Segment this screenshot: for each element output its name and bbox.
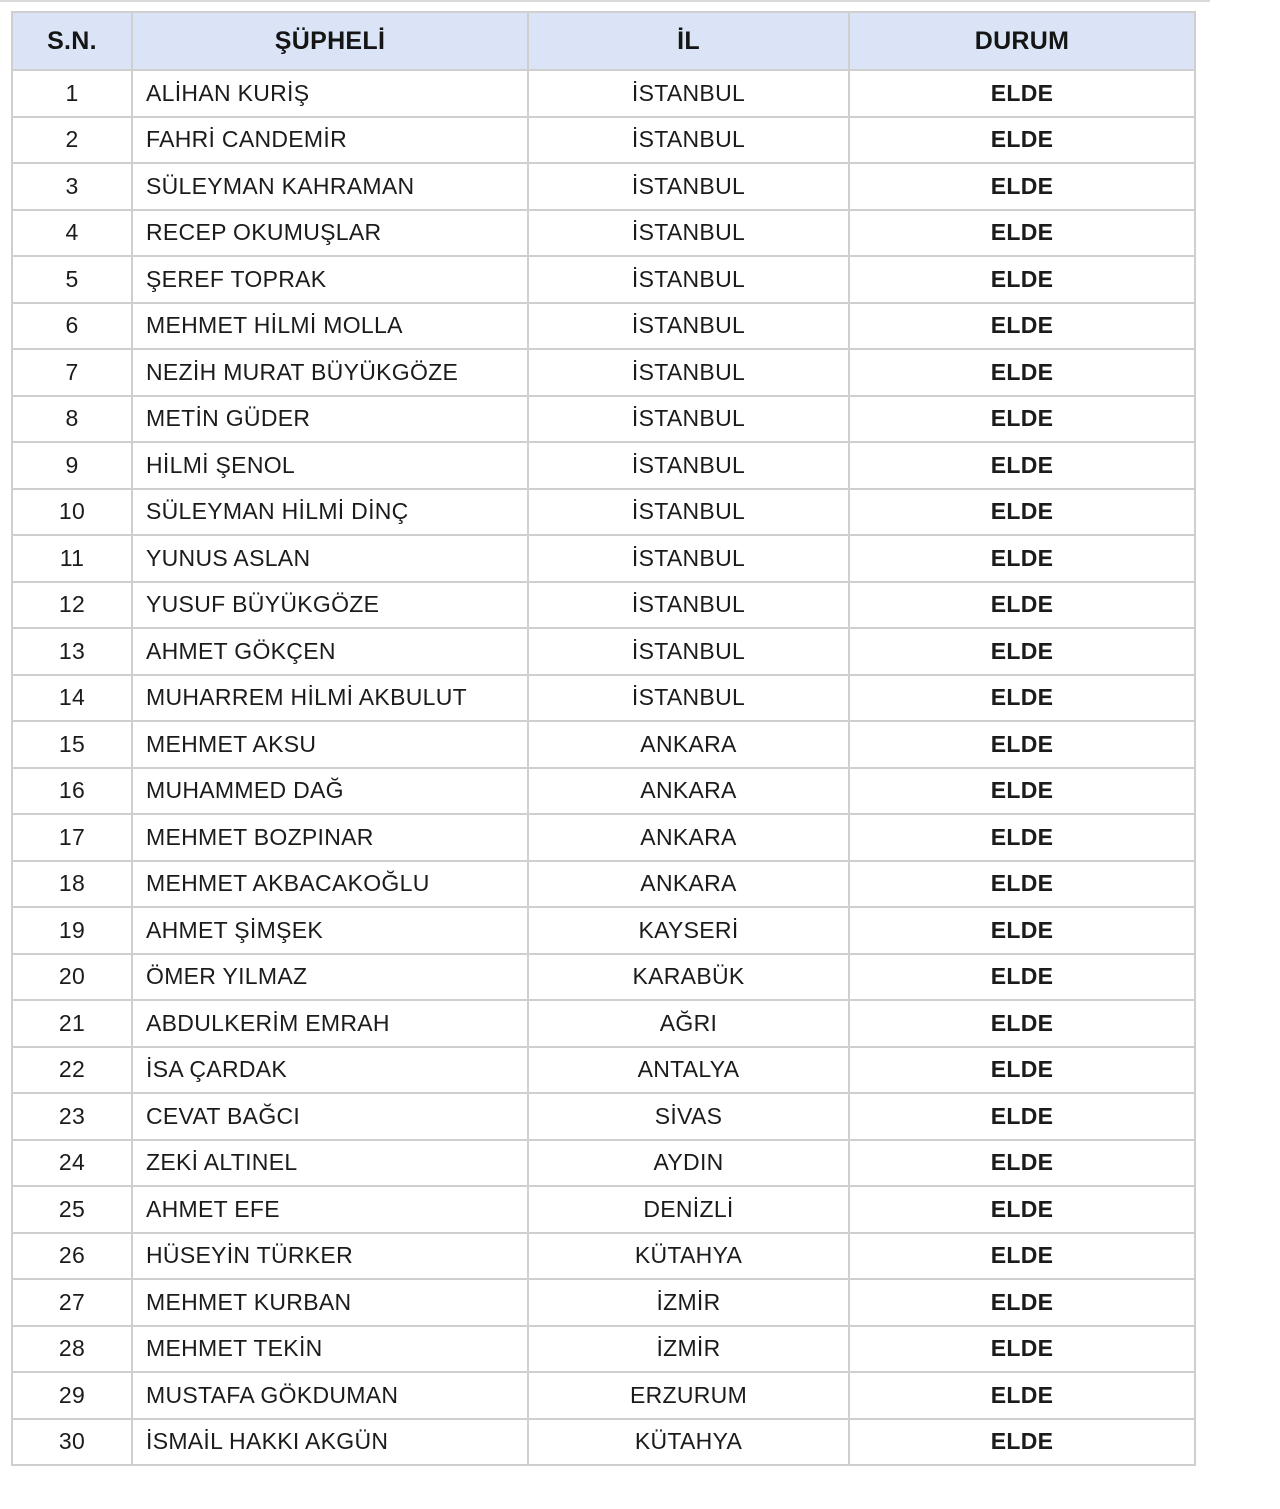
cell-province: İSTANBUL <box>528 349 849 396</box>
table-row <box>12 117 1195 164</box>
cell-suspect-name: MEHMET BOZPINAR <box>132 814 528 861</box>
cell-status: ELDE <box>849 861 1195 908</box>
cell-suspect-name: FAHRİ CANDEMİR <box>132 117 528 164</box>
cell-province: KÜTAHYA <box>528 1233 849 1280</box>
cell-sn: 23 <box>12 1093 132 1140</box>
cell-status: ELDE <box>849 814 1195 861</box>
cell-suspect-name: HİLMİ ŞENOL <box>132 442 528 489</box>
table-row <box>12 861 1195 908</box>
header-status: DURUM <box>849 12 1195 70</box>
cell-suspect-name: YUSUF BÜYÜKGÖZE <box>132 582 528 629</box>
cell-suspect-name: MUHARREM HİLMİ AKBULUT <box>132 675 528 722</box>
table-row <box>12 1372 1195 1419</box>
cell-province: İSTANBUL <box>528 163 849 210</box>
table-row <box>12 70 1195 117</box>
cell-sn: 5 <box>12 256 132 303</box>
cell-status: ELDE <box>849 582 1195 629</box>
cell-status: ELDE <box>849 675 1195 722</box>
table-row <box>12 675 1195 722</box>
cell-sn: 27 <box>12 1279 132 1326</box>
table-row <box>12 442 1195 489</box>
header-sn: S.N. <box>12 12 132 70</box>
cell-province: İSTANBUL <box>528 303 849 350</box>
cell-sn: 4 <box>12 210 132 257</box>
table-row <box>12 628 1195 675</box>
table-row <box>12 721 1195 768</box>
table-row <box>12 210 1195 257</box>
cell-sn: 20 <box>12 954 132 1001</box>
top-divider <box>0 0 1210 2</box>
cell-suspect-name: METİN GÜDER <box>132 396 528 443</box>
cell-suspect-name: İSMAİL HAKKI AKGÜN <box>132 1419 528 1466</box>
cell-province: İSTANBUL <box>528 675 849 722</box>
cell-province: İSTANBUL <box>528 70 849 117</box>
cell-sn: 7 <box>12 349 132 396</box>
cell-suspect-name: MEHMET HİLMİ MOLLA <box>132 303 528 350</box>
cell-sn: 18 <box>12 861 132 908</box>
cell-sn: 9 <box>12 442 132 489</box>
cell-suspect-name: İSA ÇARDAK <box>132 1047 528 1094</box>
table-row <box>12 535 1195 582</box>
cell-province: KÜTAHYA <box>528 1419 849 1466</box>
table-row <box>12 582 1195 629</box>
cell-province: İSTANBUL <box>528 256 849 303</box>
cell-sn: 12 <box>12 582 132 629</box>
cell-province: DENİZLİ <box>528 1186 849 1233</box>
cell-suspect-name: MUHAMMED DAĞ <box>132 768 528 815</box>
cell-sn: 19 <box>12 907 132 954</box>
cell-status: ELDE <box>849 1419 1195 1466</box>
cell-sn: 10 <box>12 489 132 536</box>
cell-status: ELDE <box>849 70 1195 117</box>
cell-sn: 8 <box>12 396 132 443</box>
cell-suspect-name: MEHMET TEKİN <box>132 1326 528 1373</box>
cell-suspect-name: ABDULKERİM EMRAH <box>132 1000 528 1047</box>
table-row <box>12 1279 1195 1326</box>
cell-sn: 30 <box>12 1419 132 1466</box>
table-header <box>12 12 1195 70</box>
cell-sn: 24 <box>12 1140 132 1187</box>
cell-suspect-name: SÜLEYMAN HİLMİ DİNÇ <box>132 489 528 536</box>
cell-status: ELDE <box>849 1186 1195 1233</box>
cell-province: İSTANBUL <box>528 396 849 443</box>
cell-sn: 2 <box>12 117 132 164</box>
cell-status: ELDE <box>849 954 1195 1001</box>
cell-province: İZMİR <box>528 1279 849 1326</box>
cell-sn: 1 <box>12 70 132 117</box>
cell-suspect-name: MEHMET AKSU <box>132 721 528 768</box>
cell-suspect-name: CEVAT BAĞCI <box>132 1093 528 1140</box>
cell-suspect-name: AHMET ŞİMŞEK <box>132 907 528 954</box>
cell-sn: 15 <box>12 721 132 768</box>
cell-province: İSTANBUL <box>528 582 849 629</box>
cell-province: İSTANBUL <box>528 117 849 164</box>
table-row <box>12 814 1195 861</box>
cell-status: ELDE <box>849 349 1195 396</box>
table-row <box>12 1233 1195 1280</box>
table-row <box>12 768 1195 815</box>
cell-status: ELDE <box>849 1140 1195 1187</box>
cell-province: ANKARA <box>528 768 849 815</box>
cell-status: ELDE <box>849 535 1195 582</box>
header-suspect: ŞÜPHELİ <box>132 12 528 70</box>
table-row <box>12 256 1195 303</box>
cell-suspect-name: RECEP OKUMUŞLAR <box>132 210 528 257</box>
cell-status: ELDE <box>849 442 1195 489</box>
cell-sn: 22 <box>12 1047 132 1094</box>
cell-sn: 25 <box>12 1186 132 1233</box>
cell-province: AYDIN <box>528 1140 849 1187</box>
cell-sn: 17 <box>12 814 132 861</box>
cell-province: İSTANBUL <box>528 535 849 582</box>
cell-sn: 13 <box>12 628 132 675</box>
cell-sn: 26 <box>12 1233 132 1280</box>
table-row <box>12 396 1195 443</box>
cell-status: ELDE <box>849 210 1195 257</box>
cell-suspect-name: NEZİH MURAT BÜYÜKGÖZE <box>132 349 528 396</box>
table-row <box>12 1000 1195 1047</box>
cell-province: İSTANBUL <box>528 442 849 489</box>
cell-province: KARABÜK <box>528 954 849 1001</box>
table-row <box>12 1186 1195 1233</box>
table-row <box>12 163 1195 210</box>
cell-province: İZMİR <box>528 1326 849 1373</box>
cell-suspect-name: ZEKİ ALTINEL <box>132 1140 528 1187</box>
cell-status: ELDE <box>849 256 1195 303</box>
cell-province: AĞRI <box>528 1000 849 1047</box>
cell-province: İSTANBUL <box>528 489 849 536</box>
cell-status: ELDE <box>849 628 1195 675</box>
cell-status: ELDE <box>849 1047 1195 1094</box>
cell-status: ELDE <box>849 1093 1195 1140</box>
cell-sn: 3 <box>12 163 132 210</box>
table-row <box>12 954 1195 1001</box>
cell-sn: 14 <box>12 675 132 722</box>
cell-sn: 29 <box>12 1372 132 1419</box>
cell-suspect-name: MUSTAFA GÖKDUMAN <box>132 1372 528 1419</box>
suspects-table-container <box>11 11 1194 1466</box>
table-row <box>12 907 1195 954</box>
table-row <box>12 349 1195 396</box>
table-row <box>12 489 1195 536</box>
cell-suspect-name: MEHMET KURBAN <box>132 1279 528 1326</box>
cell-suspect-name: AHMET EFE <box>132 1186 528 1233</box>
table-row <box>12 303 1195 350</box>
cell-province: SİVAS <box>528 1093 849 1140</box>
table-body <box>12 70 1195 1465</box>
cell-province: ERZURUM <box>528 1372 849 1419</box>
cell-status: ELDE <box>849 1000 1195 1047</box>
cell-suspect-name: ÖMER YILMAZ <box>132 954 528 1001</box>
cell-sn: 6 <box>12 303 132 350</box>
cell-suspect-name: SÜLEYMAN KAHRAMAN <box>132 163 528 210</box>
cell-status: ELDE <box>849 303 1195 350</box>
cell-suspect-name: HÜSEYİN TÜRKER <box>132 1233 528 1280</box>
cell-status: ELDE <box>849 117 1195 164</box>
cell-province: ANKARA <box>528 721 849 768</box>
table-row <box>12 1047 1195 1094</box>
cell-status: ELDE <box>849 768 1195 815</box>
cell-status: ELDE <box>849 1326 1195 1373</box>
cell-status: ELDE <box>849 1233 1195 1280</box>
cell-province: ANKARA <box>528 814 849 861</box>
cell-status: ELDE <box>849 1279 1195 1326</box>
cell-status: ELDE <box>849 907 1195 954</box>
cell-sn: 21 <box>12 1000 132 1047</box>
cell-province: ANKARA <box>528 861 849 908</box>
cell-suspect-name: ALİHAN KURİŞ <box>132 70 528 117</box>
cell-province: İSTANBUL <box>528 628 849 675</box>
cell-province: ANTALYA <box>528 1047 849 1094</box>
cell-status: ELDE <box>849 721 1195 768</box>
cell-status: ELDE <box>849 1372 1195 1419</box>
cell-status: ELDE <box>849 489 1195 536</box>
cell-province: İSTANBUL <box>528 210 849 257</box>
cell-sn: 28 <box>12 1326 132 1373</box>
cell-suspect-name: AHMET GÖKÇEN <box>132 628 528 675</box>
cell-suspect-name: MEHMET AKBACAKOĞLU <box>132 861 528 908</box>
cell-status: ELDE <box>849 163 1195 210</box>
cell-status: ELDE <box>849 396 1195 443</box>
table-row <box>12 1093 1195 1140</box>
cell-suspect-name: ŞEREF TOPRAK <box>132 256 528 303</box>
table-row <box>12 1140 1195 1187</box>
header-province: İL <box>528 12 849 70</box>
header-row <box>12 12 1195 70</box>
table-row <box>12 1419 1195 1466</box>
cell-sn: 11 <box>12 535 132 582</box>
cell-suspect-name: YUNUS ASLAN <box>132 535 528 582</box>
table-row <box>12 1326 1195 1373</box>
cell-province: KAYSERİ <box>528 907 849 954</box>
cell-sn: 16 <box>12 768 132 815</box>
suspects-table <box>11 11 1196 1466</box>
